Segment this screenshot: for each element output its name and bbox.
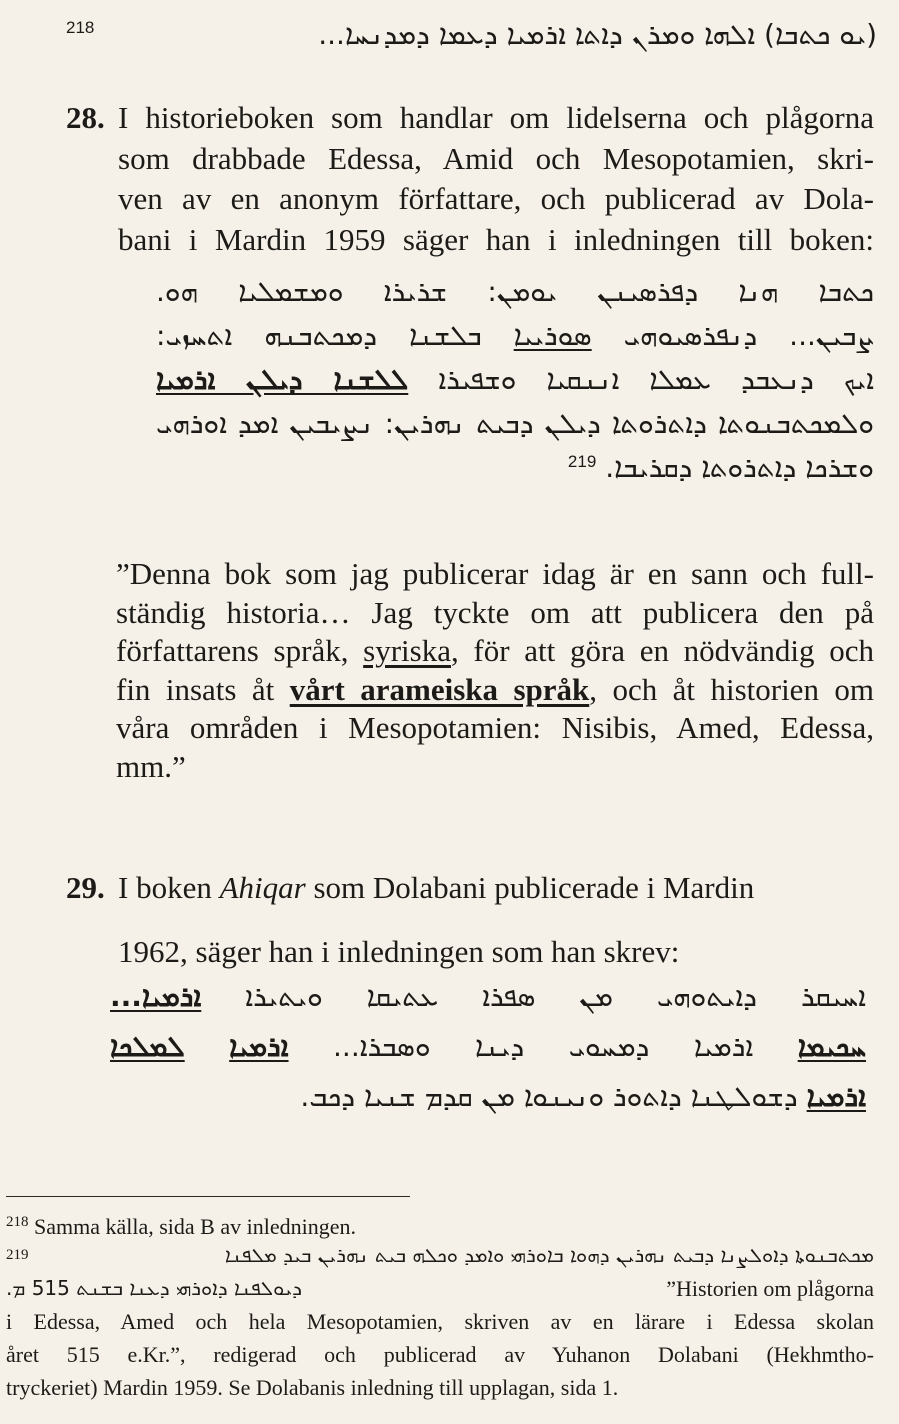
text-line: bani i Mardin 1959 säger han i inledningen till boken: — [118, 221, 874, 257]
text-line: ven av en anonym författare, och publicerad av Dola- — [118, 181, 874, 216]
quote-text: författarens språk, — [116, 633, 364, 668]
paragraph-body — [118, 98, 874, 260]
quote-line — [116, 632, 874, 671]
book-title: Ahiqar — [219, 870, 306, 905]
paragraph-29 — [66, 868, 876, 969]
footnote-syriac: ܡܟܬܒܢܘܬܐ ܕܐܘܠܨܢܐ ܕܒܝܬ ܢܗܪܝܢ ܕܗܘܐ ܒܐܘܪܗܝ ܘܐܡܕ ܘܟܠܗ ܒܝܬ ܢܗܪܝܢ ܒܝܕ ܡܠܦܢܐ — [224, 1243, 874, 1267]
footnote-number: 218 — [6, 1214, 29, 1230]
footnote-text: Samma källa, sida B av inledningen. — [34, 1214, 356, 1239]
quote-text: , för att göra en nödvändig och — [450, 633, 874, 668]
footnote-219-line — [6, 1272, 874, 1305]
footnote-218 — [6, 1206, 874, 1239]
quote-text: , och åt historien om — [589, 671, 874, 707]
text-line: som drabbade Edessa, Amid och Mesopotamien, skri- — [118, 140, 874, 176]
syriac-text: ܐܚܝܩܪ ܕܐܝܬܘܗܝ ܡܢ ܣܦܪܐ ܥܬܝܩܐ ܘܝܬܝܪܐ — [245, 980, 866, 1013]
footnote-219-line: tryckeriet) Mardin 1959. Se Dolabanis inledning till upplagan, sida 1. — [6, 1375, 619, 1400]
text-line — [118, 868, 874, 909]
syriac-line — [156, 451, 874, 495]
syriac-line: ܟܬܒܐ ܗܢܐ ܕܦܪܣܝܢܢ ܝܘܡܢ: ܫܪܝܪܐ ܘܡܫܡܠܝܐ ܗܘ. — [156, 275, 874, 308]
syriac-text: (ܝܘ ܟܬܒܐ) ܐܠܗܐ ܘܡܪܢ ܕܐܬܐ ܐܪܡܝܐ ܕܥܡܐ ܕܡܕܢܚܐ... — [318, 18, 877, 51]
footnote-separator — [6, 1196, 410, 1197]
top-syriac-line — [66, 18, 877, 62]
bold-underlined-term: vårt arameiska språk — [289, 671, 590, 707]
footnotes — [6, 1206, 874, 1404]
text: som Dolabani publicerade i Mardin — [305, 870, 755, 905]
quote-line: ”Denna bok som jag publicerar idag är en sann och full- — [116, 556, 874, 591]
syriac-line — [110, 1080, 866, 1130]
quote-line: våra områden i Mesopotamien: Nisibis, Amed, Edessa, — [116, 710, 874, 745]
paragraph-number: 29. — [66, 870, 105, 905]
footnote-219-line: i Edessa, Amed och hela Mesopotamien, skriven av en lärare i Edessa skolan — [6, 1309, 874, 1334]
quote-text: fin insats åt — [116, 671, 290, 707]
footnote-syriac: ܕܝܘܠܦܢܐ ܕܐܘܪܗܝ ܕܥܢܐ ܒܫܢܬ 515 ܡ. — [6, 1276, 303, 1300]
syriac-line — [110, 1030, 866, 1080]
syriac-line — [156, 363, 874, 407]
footnote-219-line — [6, 1239, 874, 1272]
syriac-text: ܐܪܡܝܐ ܕܡܚܘܝ ܕܝܢܐ ܘܣܒܪܐ... — [333, 1030, 754, 1063]
syriac-underlined: ܠܡܠܟܐ — [110, 1030, 185, 1063]
quote-line — [116, 671, 874, 710]
syriac-underlined: ܐܪܡܝܐ — [229, 1030, 289, 1063]
syriac-text: ܨܒܝܢ... — [789, 319, 875, 352]
footnote-ref-218: 218 — [66, 18, 95, 37]
syriac-line: ܘܠܡܟܬܒܢܘܬܐ ܕܐܬܪܘܬܐ ܕܝܠܢ ܕܒܝܬ ܢܗܪܝܢ: ܢܨܝܒܝܢ ܐܡܕ ܐܘܪܗܝ — [156, 407, 874, 440]
syriac-underlined: ܚܟܝܡܐ — [797, 1030, 867, 1063]
syriac-quote-29 — [110, 980, 866, 1130]
quote-line: mm.” — [116, 748, 186, 784]
syriac-underlined: ܐܪܡܝܐ... — [110, 980, 202, 1013]
syriac-text: ܕܢܦܪܣܝܘܗܝ — [623, 319, 758, 352]
footnote-number: 219 — [6, 1247, 29, 1263]
syriac-quote-28 — [156, 275, 874, 495]
syriac-underlined: ܠܠܫܢܐ ܕܝܠܢ ܐܪܡܝܐ — [156, 363, 409, 396]
underlined-term: syriska — [363, 633, 451, 668]
syriac-text: ܕܫܘܠܛܢܐ ܕܐܬܘܪ ܘܢܝܢܘܐ ܡܢ ܩܕܡ ܫܢܝܐ ܕܟܒ. — [300, 1080, 798, 1113]
quote-line: ständig historia… Jag tyckte om att publicera den på — [116, 594, 874, 630]
syriac-text: ܐܝܟ ܕܢܥܒܕ ܥܡܠܐ ܐܢܢܩܝܐ ܘܫܦܝܪܐ — [438, 363, 874, 396]
syriac-text: ܘܫܪܟܐ ܕܐܬܪܘܬܐ ܕܩܪܝܒܐ. — [605, 451, 874, 484]
footnote-219-line: året 515 e.Kr.”, redigerad och publicerad av Yuhanon Dolabani (Hekhmtho- — [6, 1342, 874, 1367]
syriac-text: ܒܠܫܢܐ ܕܡܟܬܒܢܗ ܐܬܚܙܝ: — [156, 319, 482, 352]
footnote-ref-219: 219 — [567, 452, 597, 471]
syriac-line — [156, 319, 874, 363]
translation-quote — [116, 555, 874, 786]
footnote-text: ”Historien om plågorna — [666, 1276, 874, 1301]
paragraph-28 — [66, 98, 876, 257]
syriac-underlined: ܐܪܡܝܐ — [806, 1080, 866, 1113]
syriac-line — [110, 980, 866, 1030]
text-line: I historieboken som handlar om lidelserna och plågorna — [118, 100, 874, 135]
text-line: 1962, säger han i inledningen som han skrev: — [118, 934, 680, 969]
paragraph-body — [118, 868, 874, 909]
paragraph-number: 28. — [66, 100, 105, 135]
syriac-underlined: ܣܘܪܝܝܐ — [513, 319, 592, 352]
text: I boken — [118, 870, 220, 905]
